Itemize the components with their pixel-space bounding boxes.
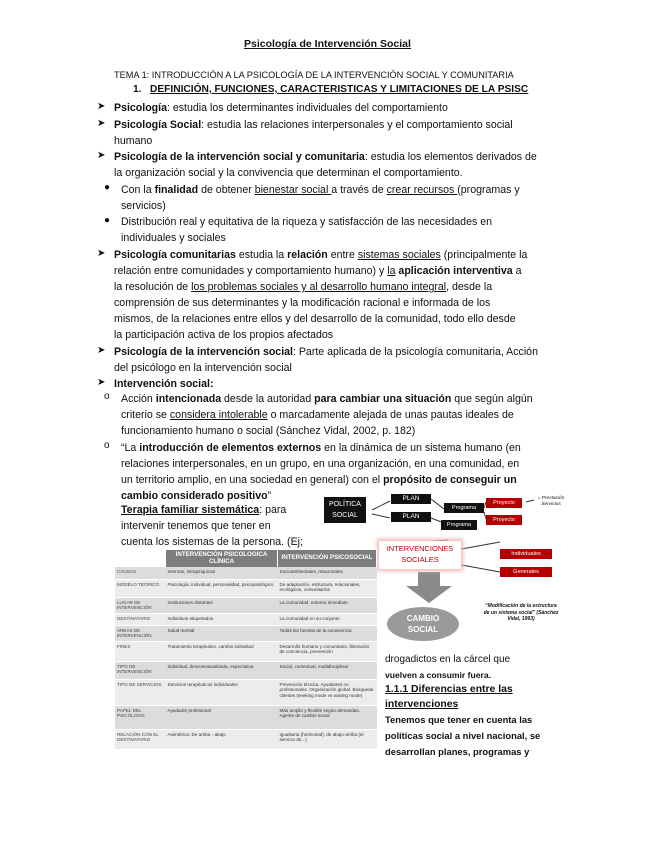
generales-box: Generales (500, 567, 552, 577)
dot-bullet-icon: ● (104, 215, 111, 226)
comparison-table (115, 550, 377, 750)
intervencion-social-heading: Intervención social: (114, 378, 214, 390)
introduccion-elementos-item: “La introducción de elementos externos en la dinámica de un sistema humano (en (121, 442, 521, 454)
bullet-continuation: servicios) (121, 200, 166, 212)
item-line: cuenta los sistemas de la persona. (Ej; (121, 536, 303, 548)
paragraph-line: comprensión de sus determinantes y la modificación racional e informada de los (114, 297, 491, 309)
finalidad-bullet: Con la finalidad de obtener bienestar social a través de crear recursos (programas y (121, 184, 520, 196)
intervenciones-sociales-box: INTERVENCIONES SOCIALES (379, 541, 461, 569)
paragraph-continuation: humano (114, 135, 153, 147)
paragraph-continuation: la organización social y la convivencia que determinan el comportamiento. (114, 167, 463, 179)
circle-bullet-icon: o (104, 391, 110, 402)
table-row: FINES Tratamiento terapéutico, cambio individual Desarrollo humano y comunitario, liberación de conciencia, prevención (115, 641, 377, 661)
paragraph-line: la participación activa de los propios afectados (114, 329, 334, 341)
item-line: relaciones interpersonales, en un grupo, en una organización, en una comunidad, en (121, 458, 520, 470)
plan-box: PLAN (391, 512, 431, 522)
section-heading (133, 84, 528, 95)
programa-box: Programa (444, 503, 484, 513)
psicologia-intervencion-paragraph: Psicología de la intervención social y comunitaria: estudia los elementos derivados de (114, 151, 537, 163)
dot-bullet-icon: ● (104, 182, 111, 193)
circle-bullet-icon: o (104, 440, 110, 451)
section-title: DEFINICIÓN, FUNCIONES, CARACTERISTICAS Y LIMITACIONES DE LA PSISC (150, 84, 529, 95)
drogadictos-line: drogadictos en la cárcel que (385, 654, 511, 665)
item-line: intervenir tenemos que tener en (121, 520, 271, 532)
page-title: Psicología de Intervención Social (244, 38, 411, 50)
psicologia-paragraph: Psicología: estudia los determinantes individuales del comportamiento (114, 102, 448, 114)
paragraph-line: mismos, de la relaciones entre ellos y del desarrollo de la comunidad, todo ello desde (114, 313, 516, 325)
prestacion-note: = Prestación Servicios (537, 496, 565, 507)
bullet-continuation: individuales y sociales (121, 232, 226, 244)
section-number: 1. (133, 84, 142, 95)
table-row: DESTINATARIO Individuos etiquetados La comunidad en su conjunto (115, 613, 377, 625)
arrow-bullet-icon: ➤ (97, 345, 106, 356)
subsection-heading: 1.1.1 Diferencias entre las (385, 684, 513, 695)
arrow-bullet-icon: ➤ (97, 150, 106, 161)
politicas-line: Tenemos que tener en cuenta las (385, 714, 533, 725)
arrow-bullet-icon: ➤ (97, 101, 106, 112)
table-row: RELACIÓN CON EL DESTINATARIO Asimétrica: De arriba - abajo Igualitaria (horizontal); de abajo-arriba (el servicio de...) (115, 729, 377, 749)
table-row: LUGAR DE INTERVENCIÓN Instituciones distantes La comunidad: entorno inmediato (115, 597, 377, 613)
terapia-familiar-line: Terapia familiar sistemática: para (121, 504, 287, 516)
psicologia-intervencion-social-paragraph: Psicología de la intervención social: Parte aplicada de la psicología comunitaria, Acción (114, 346, 538, 358)
accion-intencionada-item: Acción intencionada desde la autoridad para cambiar una situación que según algún (121, 393, 533, 405)
table-row: PAPEL DEL PSICÓLOGO Ayudador profesional Más amplio y flexible según demandas. Agente de cambio social (115, 705, 377, 729)
item-line: un territorio amplio, en una sociedad en general) con el propósito de conseguir un (121, 474, 517, 486)
arrow-bullet-icon: ➤ (97, 377, 106, 388)
programa-box: Programa (441, 520, 477, 530)
arrow-bullet-icon: ➤ (97, 118, 106, 129)
psicologia-social-paragraph: Psicología Social: estudia las relaciones interpersonales y el comportamiento social (114, 119, 513, 131)
table-header-row (115, 550, 377, 567)
plan-box: PLAN (391, 494, 431, 504)
paragraph-continuation: del psicólogo en la intervención social (114, 362, 292, 374)
table-row: MODELO TEÓRICO Psicología: individual, personalidad, psicopatológico De adaptación, estructura, relacionales, ecológicos, comunitarios (115, 579, 377, 597)
distribucion-bullet: Distribución real y equitativa de la riqueza y satisfacción de las necesidades en (121, 216, 492, 228)
item-line: cambio considerado positivo” (121, 490, 272, 502)
table-row: ÁREAS DE INTERVENCIÓN Salud mental Todas las facetas de la convivencia (115, 625, 377, 641)
item-line: funcionamiento humano o social (Sánchez Vidal, 2002, p. 182) (121, 425, 416, 437)
tema-heading: TEMA 1: INTRODUCCIÓN A LA PSICOLOGÍA DE LA INTERVENCIÓN SOCIAL Y COMUNITARIA (114, 70, 514, 80)
individuales-box: Individuales (500, 549, 552, 559)
politicas-line: políticas social a nivel nacional, se (385, 730, 541, 741)
table-corner (115, 550, 166, 567)
politicas-line: desarrollan planes, programas y (385, 746, 530, 757)
down-arrow-icon (406, 572, 452, 603)
arrow-bullet-icon: ➤ (97, 248, 106, 259)
cambio-social-quote: “Modificación de la estructura de un sistema social” (Sánchez Vidal, 1993) (483, 603, 559, 622)
proyecto-box: Proyecto (486, 498, 522, 508)
table-row: CAUSAS Internas, intrapsíquicas Socioambientales, relacionales (115, 567, 377, 579)
cambio-social-ellipse: CAMBIO SOCIAL (387, 607, 459, 641)
table-row: TIPO DE INTERVENCIÓN Individual, desconextualizada, expectativa Social, contextual, multidisciplinar (115, 661, 377, 679)
psicologia-comunitaria-paragraph: Psicología comunitarias estudia la relación entre sistemas sociales (principalmente la (114, 249, 528, 261)
proyecto-box: Proyecto (486, 515, 522, 525)
table-header: INTERVENCIÓN PSICOSOCIAL (278, 550, 377, 567)
politica-social-box: POLÍTICA SOCIAL (324, 497, 366, 523)
paragraph-line: relación entre comunidades y comportamiento humano) y la aplicación interventiva a (114, 265, 522, 277)
consumir-line: vuelven a consumir fuera. (385, 670, 492, 680)
item-line: criterio se considera intolerable o marcadamente alejada de unas pautas ideales de (121, 409, 514, 421)
subsection-heading-cont: intervenciones (385, 699, 459, 710)
paragraph-line: la resolución de los problemas sociales y al desarrollo humano integral, desde la (114, 281, 493, 293)
table-row: TIPO DE SERVICIOS Servicios terapéuticos individuales Prevención técnica. Ayudantes no profesionales. Organización global. Búsqueda clientes (seeking mode vs waiting mode) (115, 679, 377, 705)
table-header: INTERVENCIÓN PSICOLOGICA CLÍNICA (166, 550, 278, 567)
